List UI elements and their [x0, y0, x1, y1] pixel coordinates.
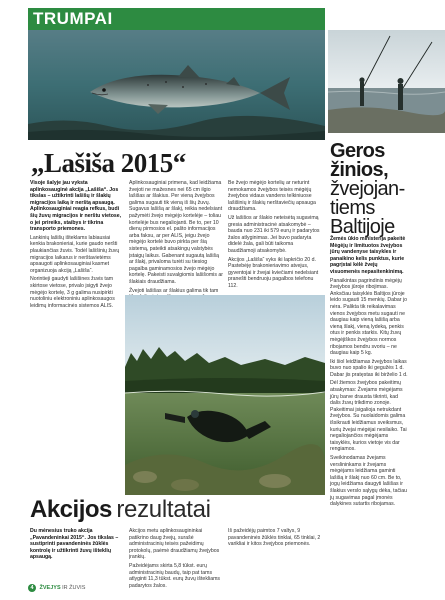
side-headline-line: žinios,: [330, 159, 389, 181]
article-headline: „Lašiša 2015“: [31, 148, 186, 178]
side-body: [330, 236, 408, 510]
results-paragraph: Pažeidėjams skirta 5,8 tūkst. eurų administracinių baudų, taip pat tams atlyginti 11,3 tūkst. eurų žuvų ištekliams padarytos žalos.: [129, 562, 221, 589]
magazine-brand-suffix: IR ŽUVIS: [62, 585, 86, 591]
side-article: [328, 8, 445, 588]
article-paragraph: Aplinkosauginiai primena, kad leidžiama žvejoti ne mažesnes nei 65 cm ilgio lašišas ar šlakius. Per vieną žvejybos galima sugauti tik vieną iš šių žuvų. Sugavus lašišą ar šlakį, reikia nedelsiant pažymėti žvejo mėgėjo kortelėje – toliau kortelėje bus negaliojanti. Be to, per 10 dienų pirmosios el. pašto informacijos arba faksu, ar per ALIS, jeigu žvejo mėgėjo kortelė buvo pirkta per šią sistemą, pateikti atsakingų valstybės įstaigų laikus. Gabenant sugautą lašišą ar šlakį, privaloma turėti su tiesiog pagalba gaminamosios žvejo mėgėjo kortelę. Pakeisti suvalgiomis lašišomis ar šlakiais draudžiama.: [129, 180, 223, 285]
salmon-underwater-photo: [28, 30, 325, 140]
side-paragraph: Panaikintas pagrindinis mėgėjų žvejybos jūroje ribojimas. Anksčiau taisyklės Baltijos jūroje leido sugauti 15 menkių. Dabar jo nėra. Palikta tik reikalavimas vienos žvejybos metu sugauti ne daugiau kaip vieną lašišą arba vieną šlakį, vieną lydeką, penkis otus ir penkis starkis. Kitų žuvų mėgėjiškos žvejybos normos ribojamos bendru svoriu – ne daugiau kaip 5 kg.: [330, 277, 407, 357]
results-headline-bold: Akcijos: [30, 496, 112, 523]
article-paragraph: Norintieji gaudyti lašišines žuvis tam skirtose vietose, privalo įsigyti žvejo mėgėjo kortelę, 3 g galima nusipirkti nuotoliniu elektroniniu aplinkosaugos leidimų informacinės sistemos ALIS.: [30, 276, 115, 309]
results-headline: [30, 496, 211, 524]
article-paragraph: Žvejoti lašišas ar šlakius galima tik tam: [129, 287, 219, 294]
results-paragraph: Iš pažeidėjų paimtos 7 valtys, 9 pavandeninės žūklės tinklai, 65 tinklai, 2 varikliai ir kitos žvejybos priemonės.: [228, 528, 321, 548]
sea-anglers-photo: [328, 30, 445, 133]
side-paragraph: Iki šiol leidžiamas žvejybos laikas buvo nuo spalio iki gegužės 1 d. Dabar jis pratęstas iki birželio 1 d.: [330, 358, 408, 378]
results-column-1: [30, 528, 124, 563]
article-paragraph: Lankinių lašišų išteklams labiausiai kenkia brakonieriai, kurie gaudo neršti plaukiančias žuvis. Todėl lašišinių žuvų migracijos laikarus ir nerštavietėms apsaugoti aplinkosauginiai kasmet organizuoja akciją „Lašiša“.: [30, 234, 120, 274]
results-column-2: [129, 528, 223, 591]
results-paragraph: Akcijos metu aplinkosaugininkai patikrino daug žvejų, surašė administracinių teisės pažeidimų protokolų, paėmė draudžiamų žvejybos įrankių.: [129, 528, 220, 561]
side-headline-line: tiems: [330, 197, 375, 219]
magazine-brand: ŽVEJYS: [39, 585, 61, 591]
side-lead: Žemės ūkio ministerija pakeitė Mėgėjų ir limituotos žvejybos jūrų vandenyse taisykles ir panaikino kelis punktus, kurie pagrįstai kėlė žvejų visuomenės nepasitenkinimą.: [330, 236, 406, 275]
rubric-label: TRUMPAI: [33, 9, 113, 28]
side-headline: [330, 142, 405, 237]
article-lead: Visoje šalyje jau vyksta aplinkosauginė akcija „Lašiša“. Jos tikslas – užtikrinti lašišų ir šlakių migracijos laiką ir nerštą apsaugą. Aplinkosauginiai reagia refkus, budi šių žuvų migracijos ir nerštu vietose, o jei prireiks, staibys ir tikrina transporto priemones.: [30, 180, 122, 233]
side-headline-line: Baltijoje: [330, 216, 395, 238]
page-number: 4: [28, 584, 36, 592]
article-column-1: [30, 180, 124, 311]
side-paragraph: Sveikinodamas žvejams verslininkams ir žvejams mėgėjams leidžiama gaminti lašišą ir šlakį nuo 60 cm. Be to, jogų leidžiama daugyti lašišas ir šlakius verslo sąlygų dėka, tačiau jų sugavimas pagal įmonės dalykines sutartis ribojamas.: [330, 455, 407, 508]
results-headline-light: rezultatai: [116, 496, 211, 523]
side-headline-line: Geros: [330, 140, 385, 162]
article-column-3: [228, 180, 322, 292]
article-paragraph: Už lašišos ar šlakio neteisėtą sugavimą gresia administracinė atsakomybė – bauda nuo 231 iki 579 eurų ir padarytos žalos atlyginimas. Jei buvo padaryta didelė žala, gali būti taikoma baudžiamoji atsakomybė.: [228, 214, 320, 254]
river-diver-photo: [125, 295, 325, 495]
article-paragraph: Akcijos „Lašiša“ vyks iki lapkričio 20 d. Pastebėję brakonieriavimo atvejus, gyventojai ir žvejai kviečiami nedelsiant pranešti bendruoju pagalbos telefonu 112.: [228, 256, 319, 289]
main-article: [28, 8, 325, 588]
rubric-bar: [28, 8, 325, 30]
page-footer: [28, 584, 85, 592]
side-headline-line: žvejojan-: [330, 178, 405, 200]
results-column-3: [228, 528, 322, 550]
article-paragraph: Be žvejo mėgėjo kortelių ar neturint nemokamos žvejybos teisės mėgėjų žvejybos vidaus vandens telkiniuose lašišinių ir šlakių nerštaviečių apsauga draudžiama.: [228, 180, 316, 213]
side-paragraph: Dėl žiemos žvejybos pakeitimų atsakymas: Žvejams mėgėjams jūrų barve drausta tikrinti, kad dalis žuvų trikdimo zonoje. Pakeitimai įsigalioja netrukdant žvejybos. Su nuolaidomis galima išsikrauti leidžiamus sveiksmus, kurių žvejai mėgėjai nesilaiko. Tai negaliojančios mėgėjams taisyklės, kurios vietoje vis dar rengiamos.: [330, 380, 407, 453]
results-lead: Du mėnesius truko akcija „Pavandeninkai 2015“. Jos tikslas – sustiprinti pavandeninės žūklės kontrolę ir užtikrinti žuvų išteklių apsaugą.: [30, 528, 119, 561]
